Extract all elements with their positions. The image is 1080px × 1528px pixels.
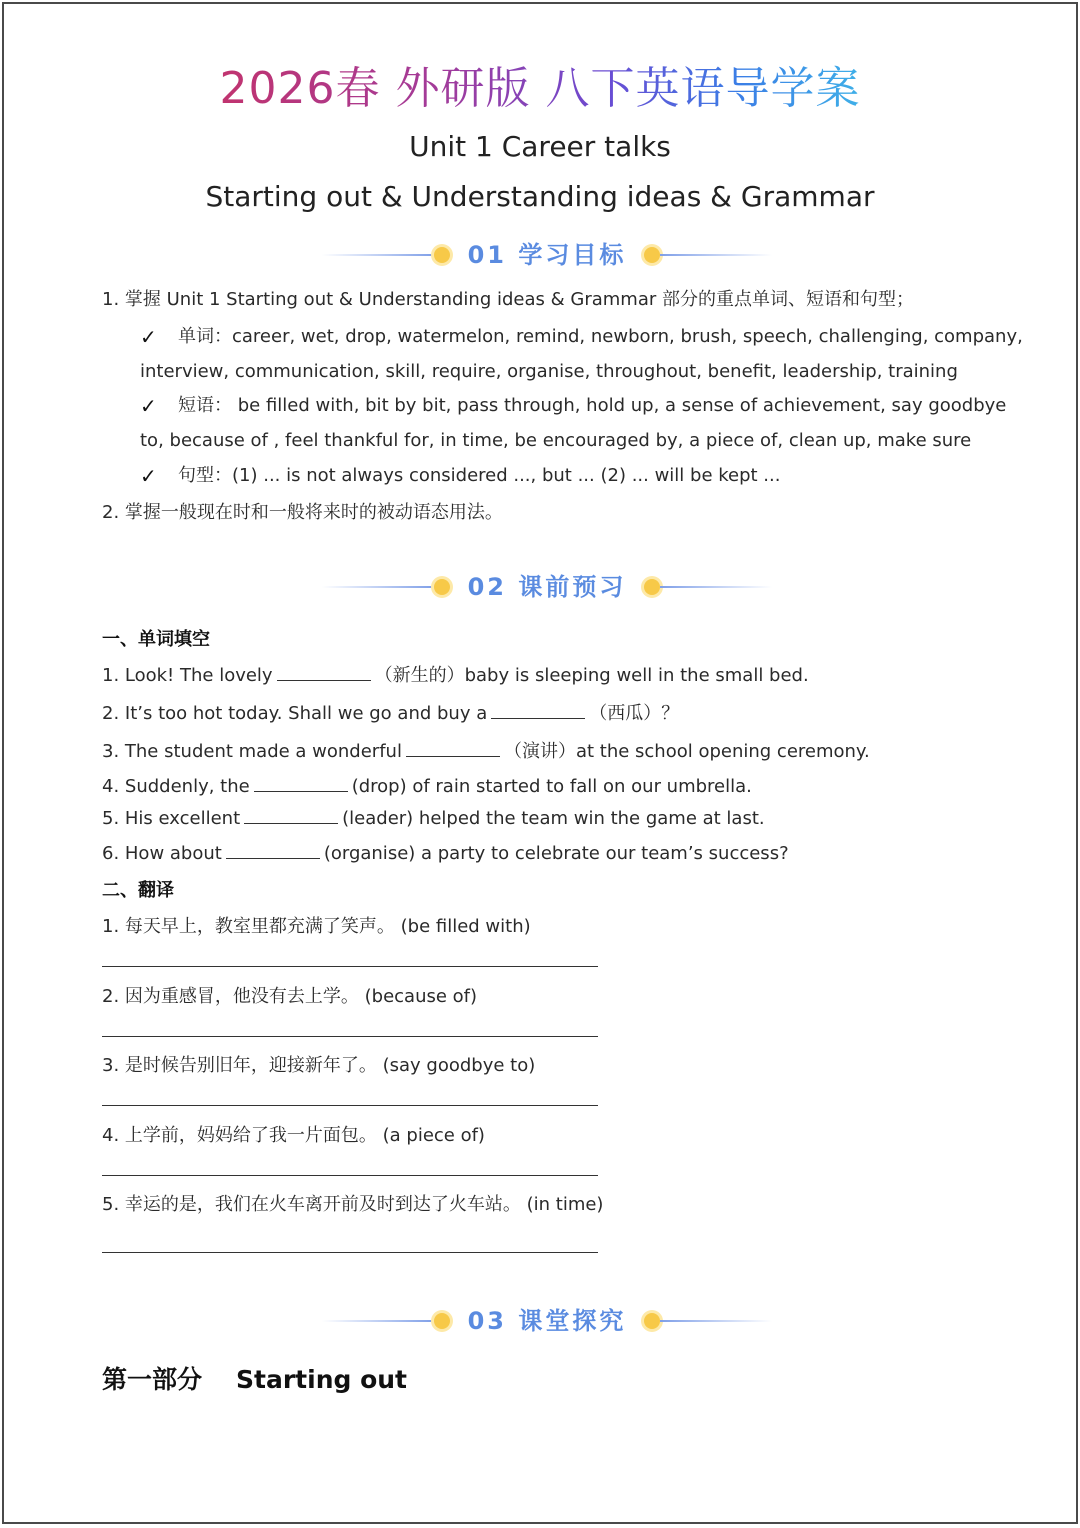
translation-question-1: 1. 每天早上，教室里都充满了笑声。 (be filled with)	[102, 916, 531, 937]
answer-blank[interactable]	[244, 807, 338, 824]
section-header-objectives	[322, 238, 772, 272]
document-title: 2026春 外研版 八下英语导学案	[210, 52, 870, 116]
worksheet-page	[2, 2, 1078, 1524]
translation-answer-line-4[interactable]	[102, 1175, 598, 1176]
question-text: 1. Look! The lovely	[102, 665, 273, 686]
explore-part-title	[102, 1360, 407, 1396]
divider-line-left	[322, 1320, 434, 1322]
dot-icon	[644, 579, 660, 595]
divider-line-left	[322, 254, 434, 256]
checkmark-icon: ✓	[140, 325, 157, 349]
part-heading-fill-words: 一、单词填空	[102, 629, 210, 650]
question-text: 3. The student made a wonderful	[102, 741, 402, 762]
section-header-preview	[322, 570, 772, 604]
question-text: （新生的）baby is sleeping well in the small bed.	[374, 665, 809, 686]
dot-icon	[644, 247, 660, 263]
divider-line-right	[660, 254, 772, 256]
part-name: Starting out	[236, 1365, 408, 1394]
question-text: (leader) helped the team win the game at last.	[342, 808, 765, 829]
question-text: （演讲）at the school opening ceremony.	[503, 741, 870, 762]
objective-phrases-line1: 短语： be filled with, bit by bit, pass through, hold up, a sense of achievement, say goodbye	[178, 395, 1007, 416]
fill-question-6	[102, 842, 789, 866]
lesson-title: Starting out & Understanding ideas & Grammar	[205, 180, 875, 213]
objective-phrases-line2: to, because of , feel thankful for, in time, be encouraged by, a piece of, clean up, make sure	[140, 430, 972, 451]
divider-line-right	[660, 1320, 772, 1322]
translation-question-2: 2. 因为重感冒，他没有去上学。 (because of)	[102, 986, 478, 1007]
question-text: （西瓜）？	[589, 703, 680, 724]
question-text: (organise) a party to celebrate our team’s success?	[323, 843, 789, 864]
answer-blank[interactable]	[406, 740, 500, 757]
dot-icon	[434, 1313, 450, 1329]
part-label: 第一部分	[102, 1365, 203, 1394]
translation-answer-line-3[interactable]	[102, 1105, 598, 1106]
objective-sentences: 句型：(1) ... is not always considered ..., but ... (2) ... will be kept ...	[178, 465, 781, 486]
answer-blank[interactable]	[277, 664, 371, 681]
dot-icon	[644, 1313, 660, 1329]
checkmark-icon: ✓	[140, 464, 157, 488]
section-label: 02 课前预习	[467, 573, 627, 601]
answer-blank[interactable]	[226, 842, 320, 859]
translation-question-4: 4. 上学前，妈妈给了我一片面包。 (a piece of)	[102, 1125, 485, 1146]
objective-item-1: 1. 掌握 Unit 1 Starting out & Understanding ideas & Grammar 部分的重点单词、短语和句型；	[102, 289, 914, 310]
dot-icon	[434, 247, 450, 263]
section-label: 03 课堂探究	[467, 1307, 627, 1335]
divider-line-right	[660, 586, 772, 588]
translation-answer-line-1[interactable]	[102, 966, 598, 967]
unit-title: Unit 1 Career talks	[409, 130, 671, 163]
answer-blank[interactable]	[491, 702, 585, 719]
question-text: 2. It’s too hot today. Shall we go and buy a	[102, 703, 488, 724]
objective-words-line1: 单词：career, wet, drop, watermelon, remind, newborn, brush, speech, challenging, company,	[178, 326, 1023, 347]
checkmark-icon: ✓	[140, 394, 157, 418]
fill-question-3	[102, 740, 870, 764]
translation-answer-line-2[interactable]	[102, 1036, 598, 1037]
question-text: 6. How about	[102, 843, 222, 864]
part-heading-translation: 二、翻译	[102, 880, 174, 901]
fill-question-5	[102, 807, 765, 831]
dot-icon	[434, 579, 450, 595]
translation-answer-line-5[interactable]	[102, 1252, 598, 1253]
objective-item-2: 2. 掌握一般现在时和一般将来时的被动语态用法。	[102, 502, 503, 523]
section-label: 01 学习目标	[467, 241, 627, 269]
fill-question-2	[102, 702, 679, 726]
divider-line-left	[322, 586, 434, 588]
translation-question-3: 3. 是时候告别旧年，迎接新年了。 (say goodbye to)	[102, 1055, 536, 1076]
fill-question-1	[102, 664, 809, 688]
fill-question-4	[102, 775, 752, 799]
section-header-explore	[322, 1304, 772, 1338]
question-text: (drop) of rain started to fall on our umbrella.	[351, 776, 752, 797]
objective-words-line2: interview, communication, skill, require, organise, throughout, benefit, leadership, training	[140, 361, 958, 382]
translation-question-5: 5. 幸运的是，我们在火车离开前及时到达了火车站。 (in time)	[102, 1194, 604, 1215]
question-text: 4. Suddenly, the	[102, 776, 250, 797]
question-text: 5. His excellent	[102, 808, 241, 829]
answer-blank[interactable]	[254, 775, 348, 792]
